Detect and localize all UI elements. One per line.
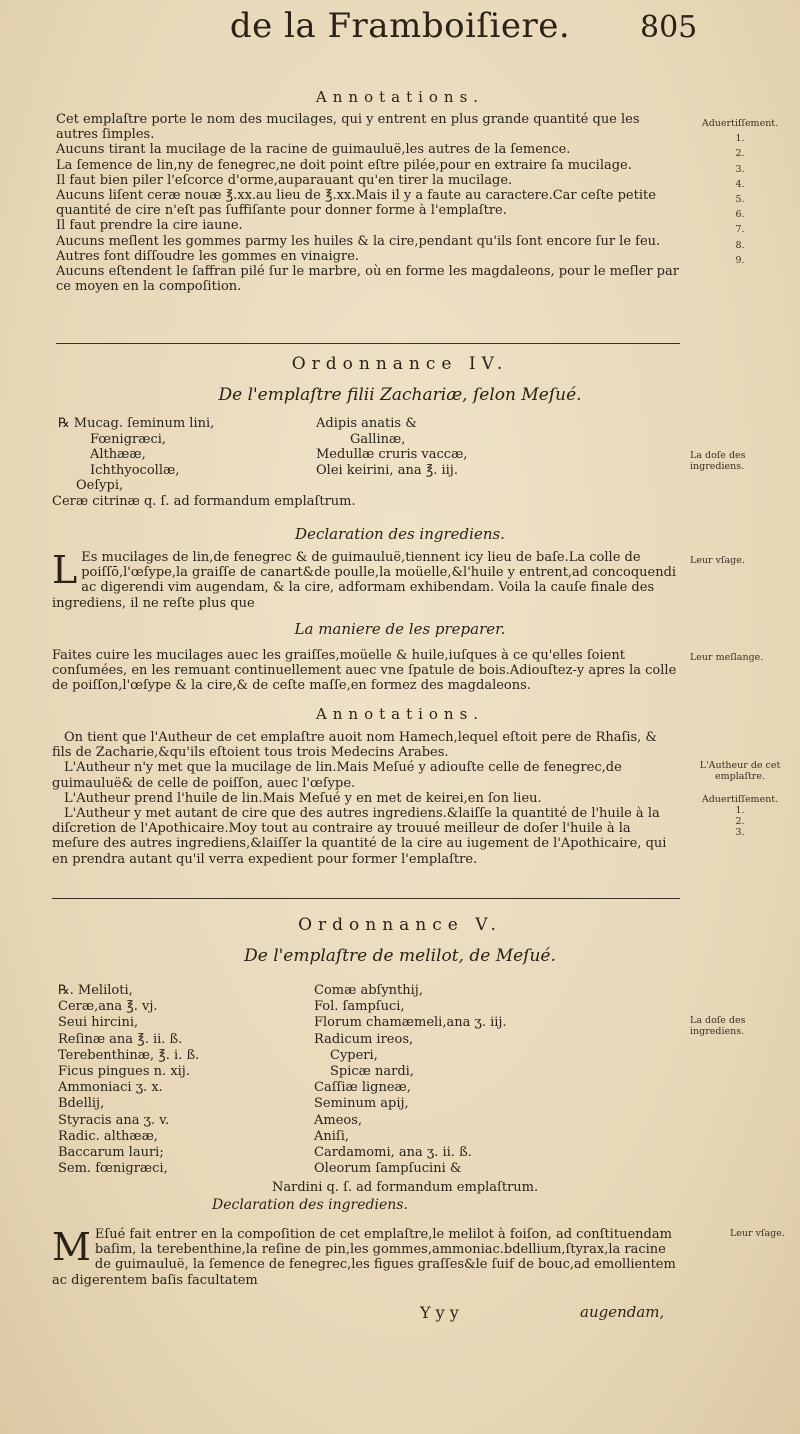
margin-notes-2 — [690, 760, 790, 838]
drop-cap: M — [52, 1225, 91, 1269]
annotation-para: L'Autheur n'y met que la mucilage de lin.Mais Meſué y adiouſte celle de fenegrec,de guimauluë& de celle de poiſſon, auec l'œſype. — [52, 760, 622, 791]
margin-note: 1. — [735, 133, 745, 145]
recipe-item: Medullæ cruris vaccæ, — [316, 447, 468, 462]
recipe-item: Radic. althææ, — [58, 1128, 158, 1144]
margin-note: 8. — [735, 239, 745, 251]
margin-note: Aduertiſſement. — [701, 118, 779, 129]
recipe-item: Ammoniaci ʒ. x. — [58, 1080, 163, 1096]
annotations-2-body — [52, 730, 680, 867]
declaration-4-body — [52, 550, 680, 611]
declaration-5-body — [52, 1227, 680, 1288]
recipe-item: ℞ Mucag. ſeminum lini, — [58, 416, 215, 431]
annotation-line: La ſemence de lin,ny de fenegrec,ne doit point eſtre pilée,pour en extraire ſa mucilage. — [56, 157, 632, 173]
declaration-5-text: Eſué fait entrer en la compoſition de cet emplaſtre,le melilot à foiſon, ad conſtituendam baſim, la terebenthine,la reſine de pin,les gommes,ammoniac.bdellium,ſtyrax,la racine de guimauluë, la ſemence de fenegrec,les figues graſſes&le ſuif de bouc,ad emollientem ac digerentem baſis facultatem — [52, 1227, 676, 1288]
recipe-item: Styracis ana ʒ. v. — [58, 1112, 170, 1128]
annotation-para: On tient que l'Autheur de cet emplaſtre auoit nom Hamech,lequel eſtoit pere de Rhaſis, & fils de Zacharie,&qu'ils eſtoient tous trois Medecins Arabes. — [52, 730, 657, 761]
ordonnance-5-subtitle: De l'emplaſtre de melilot, de Meſué. — [244, 946, 556, 966]
recipe-item: ℞. Meliloti, — [58, 983, 133, 998]
recipe-5-right — [314, 983, 507, 1177]
catchword: augendam, — [580, 1303, 665, 1321]
signature-mark: Y y y — [420, 1303, 459, 1322]
margin-note: 5. — [735, 194, 745, 206]
section-rule — [56, 343, 680, 344]
annotation-para: L'Autheur y met autant de cire que des autres ingrediens.&laiſſe la quantité de l'huile à la diſcretion de l'Apothicaire.Moy tout au contraire ay trouué meilleur de doſer l'huile à la meſure des autres ingrediens,&laiſſer la quantité de la cire au iugement de l'Apothicaire, qui en prendra autant qu'il verra expedient pour former l'emplaſtre. — [52, 806, 667, 867]
recipe-item: Spicæ nardi, — [330, 1064, 414, 1080]
preparer-heading: La maniere de les preparer. — [294, 620, 506, 638]
recipe-item: Oleorum ſampſucini & — [314, 1161, 462, 1177]
annotations-heading: Annotations. — [315, 88, 485, 106]
annotation-line: Cet emplaſtre porte le nom des mucilages, qui y entrent en plus grande quantité que les autres ſimples. — [56, 112, 640, 143]
recipe-item: Seminum apij, — [314, 1096, 409, 1112]
annotation-line: Il faut prendre la cire iaune. — [56, 218, 243, 234]
recipe-item: Cardamomi, ana ʒ. ii. ß. — [314, 1145, 472, 1161]
recipe-item: Ceræ,ana ℥. vj. — [58, 999, 158, 1015]
annotation-line: Aucuns liſent ceræ nouæ ℥.xx.au lieu de ℥.xx.Mais il y a faute au caractere.Car ceſte petite quantité de cire n'eſt pas ſuffiſante pour donner forme à l'emplaſtre. — [56, 188, 656, 219]
recipe-item: Cyperi, — [330, 1047, 378, 1063]
recipe-item: Fol. ſampſuci, — [314, 999, 405, 1015]
annotation-line: Aucuns tirant la mucilage de la racine de guimauluë,les autres de la ſemence. — [56, 142, 571, 158]
declaration-4-text: Es mucilages de lin,de fenegrec & de guimauluë,tiennent icy lieu de baſe.La colle de poiſſō,l'œſype,la graiſſe de canart&de poulle,la moüelle,&l'huile y entrent,ad concoquendi ac digerendi vim augendam, & la cire, adformam exhibendam. Voila la cauſe finale des ingrediens, il ne reſte plus que — [52, 550, 677, 611]
margin-note: L'Autheur de cet emplaſtre. — [699, 760, 781, 782]
ordonnance-5-heading: Ordonnance V. — [298, 915, 502, 935]
recipe-item: Sem. fœnigræci, — [58, 1161, 168, 1177]
declaration-4-heading: Declaration des ingrediens. — [295, 525, 505, 543]
recipe-item: Ameos, — [314, 1112, 363, 1128]
recipe-item: Althææ, — [90, 447, 146, 462]
margin-note: 2. — [735, 148, 745, 160]
margin-usage-4: Leur vſage. — [690, 555, 745, 566]
recipe-item: Baccarum lauri; — [58, 1145, 164, 1161]
preparer-body: Faites cuire les mucilages auec les graiſſes,moüelle & huile,iuſques à ce qu'elles ſoient conſumées, en les remuant continuellement auec vne ſpatule de bois.Adiouſtez-y apres la colle de poiſſon,l'œſype & la cire,& de ceſte maſſe,en formez des magdaleons. — [52, 648, 677, 694]
section-rule — [52, 898, 680, 899]
margin-note: Aduertiſſement. — [701, 794, 779, 805]
page-number: 805 — [640, 10, 698, 45]
recipe-item: Caſſiæ ligneæ, — [314, 1080, 411, 1096]
recipe-item: Comæ abſynthij, — [314, 983, 423, 998]
margin-note: 3. — [735, 827, 745, 838]
recipe-item: Gallinæ, — [350, 431, 406, 447]
recipe-item: Bdellij, — [58, 1096, 105, 1112]
annotation-para: L'Autheur prend l'huile de lin.Mais Meſué y en met de keirei,en ſon lieu. — [64, 790, 542, 806]
annotation-line: Autres font diſſoudre les gommes en vinaigre. — [56, 248, 360, 264]
recipe-item: Fœnigræci, — [90, 431, 167, 447]
recipe-item: Terebenthinæ, ℥. i. ß. — [58, 1047, 200, 1063]
recipe-5-end: Nardini q. ſ. ad formandum emplaſtrum. — [272, 1180, 539, 1195]
margin-usage-5: Leur vſage. — [730, 1228, 785, 1239]
recipe-item: Olei keirini, ana ℥. iij. — [316, 462, 458, 478]
recipe-item: Ichthyocollæ, — [90, 462, 180, 478]
recipe-item: Reſinæ ana ℥. ii. ß. — [58, 1031, 183, 1047]
margin-note: 2. — [735, 816, 745, 827]
margin-note: 4. — [735, 178, 745, 190]
running-title: de la Framboiſiere. — [229, 6, 571, 46]
annotations-2-heading: Annotations. — [315, 705, 485, 723]
recipe-item: Adipis anatis & — [316, 416, 417, 431]
ordonnance-4-heading: Ordonnance IV. — [291, 354, 509, 374]
margin-note: 7. — [735, 224, 745, 236]
annotation-line: Aucuns eſtendent le ſaffran pilé ſur le marbre, où en forme les magdaleons, pour le meſler par ce moyen en la compoſition. — [56, 264, 679, 295]
margin-note: 6. — [735, 209, 745, 221]
margin-note: 3. — [735, 163, 745, 175]
drop-cap: L — [52, 548, 78, 592]
recipe-4-end: Ceræ citrinæ q. ſ. ad formandum emplaſtrum. — [52, 494, 356, 509]
margin-notes-1 — [690, 116, 790, 268]
margin-note: 9. — [735, 254, 745, 266]
recipe-item: Aniſi, — [314, 1128, 350, 1144]
annotations-1-body — [56, 112, 680, 294]
margin-melange: Leur meſlange. — [690, 652, 764, 663]
declaration-5-heading: Declaration des ingrediens. — [212, 1197, 408, 1213]
recipe-item: Oeſypi, — [76, 478, 124, 493]
recipe-item: Ficus pingues n. xij. — [58, 1064, 190, 1080]
recipe-item: Radicum ireos, — [314, 1031, 414, 1047]
annotation-line: Aucuns meſlent les gommes parmy les huiles & la cire,pendant qu'ils ſont encore ſur le feu. — [56, 233, 661, 249]
recipe-4-left — [58, 416, 214, 494]
annotation-line: Il faut bien piler l'eſcorce d'orme,auparauant qu'en tirer la mucilage. — [56, 172, 513, 188]
recipe-4-right — [316, 416, 467, 478]
ordonnance-4-subtitle: De l'emplaſtre filii Zachariæ, ſelon Meſué. — [218, 385, 582, 405]
margin-dose-5: La doſe des ingrediens. — [690, 1015, 746, 1037]
recipe-item: Florum chamæmeli,ana ʒ. iij. — [314, 1015, 507, 1031]
margin-dose-4: La doſe des ingrediens. — [690, 450, 746, 472]
recipe-5-left — [58, 983, 199, 1177]
margin-note: 1. — [735, 805, 745, 816]
recipe-item: Seui hircini, — [58, 1015, 139, 1031]
